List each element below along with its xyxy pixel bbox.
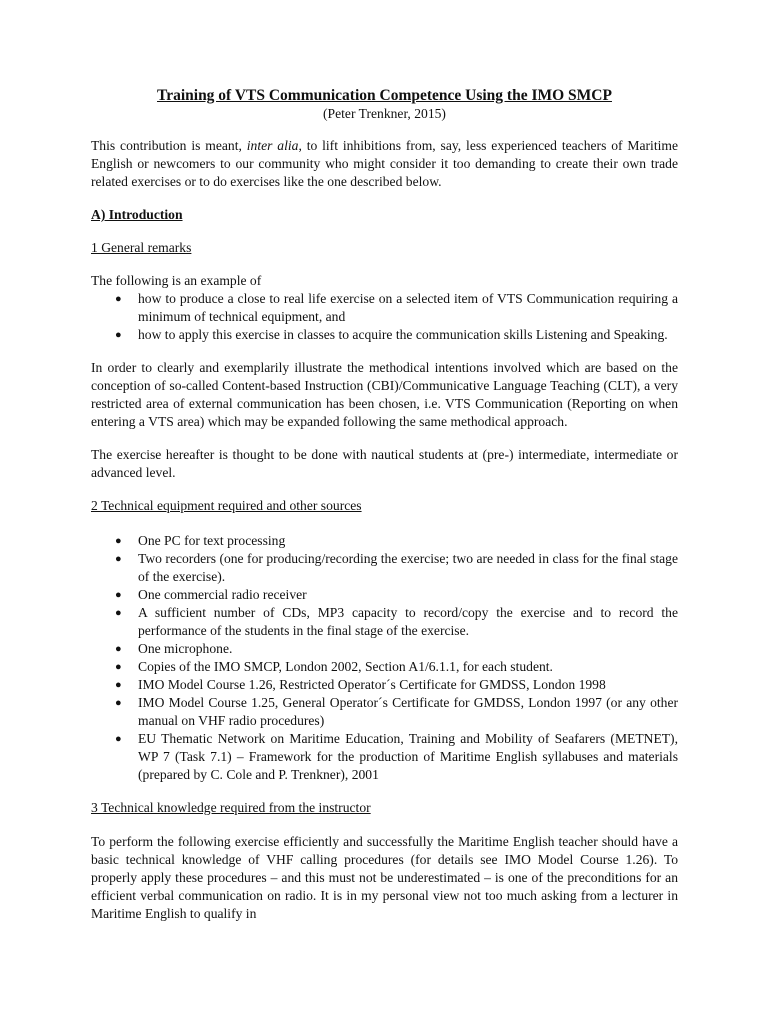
list-item bbox=[91, 640, 678, 658]
list-item bbox=[91, 290, 678, 326]
list-item-text: One PC for text processing bbox=[138, 533, 286, 548]
bullet-icon: ● bbox=[115, 589, 122, 601]
bullet-icon: ● bbox=[115, 535, 122, 547]
list-item bbox=[91, 658, 678, 676]
equipment-list bbox=[91, 532, 678, 784]
list-item bbox=[91, 694, 678, 730]
list-item bbox=[91, 604, 678, 640]
list-item-text: IMO Model Course 1.26, Restricted Operator´s Certificate for GMDSS, London 1998 bbox=[138, 677, 606, 692]
bullet-icon: ● bbox=[115, 293, 122, 305]
instructor-paragraph: To perform the following exercise efficiently and successfully the Maritime English teacher should have a basic technical knowledge of VHF calling procedures (for details see IMO Model Course 1.26). To properly apply these procedures – and this must not be underestimated – is one of the preconditions for an efficient verbal communication on radio. It is in my personal view not too much asking from a lecturer in Maritime English to qualify in bbox=[91, 834, 678, 921]
document-author-line: (Peter Trenkner, 2015) bbox=[323, 106, 446, 121]
bullet-icon: ● bbox=[115, 661, 122, 673]
subsection-heading-instructor-knowledge: 3 Technical knowledge required from the instructor bbox=[91, 800, 371, 815]
subsection-heading-general-remarks: 1 General remarks bbox=[91, 240, 192, 255]
intro-italic-term: inter alia bbox=[246, 138, 299, 153]
exercise-level-paragraph: The exercise hereafter is thought to be done with nautical students at (pre-) intermediate, intermediate or advanced level. bbox=[91, 447, 678, 480]
list-item-text: A sufficient number of CDs, MP3 capacity to record/copy the exercise and to record the performance of the students in the final stage of the exercise. bbox=[138, 605, 678, 638]
bullet-icon: ● bbox=[115, 329, 122, 341]
methodical-paragraph: In order to clearly and exemplarily illustrate the methodical intentions involved which are based on the conception of so-called Content-based Instruction (CBI)/Communicative Language Teaching (CLT), a very restricted area of external communication has been chosen, i.e. VTS Communication (Reporting on when entering a VTS area) which may be expanded following the same methodical approach. bbox=[91, 360, 678, 429]
bullet-icon: ● bbox=[115, 697, 122, 709]
list-item-text: Two recorders (one for producing/recording the exercise; two are needed in class for the final stage of the exercise). bbox=[138, 551, 678, 584]
list-item bbox=[91, 326, 678, 344]
bullet-icon: ● bbox=[115, 679, 122, 691]
list-item bbox=[91, 550, 678, 586]
list-item-text: One microphone. bbox=[138, 641, 233, 656]
general-remarks-list bbox=[91, 290, 678, 344]
list-item bbox=[91, 532, 678, 550]
list-item bbox=[91, 586, 678, 604]
list-item-text: IMO Model Course 1.25, General Operator´s Certificate for GMDSS, London 1997 (or any other manual on VHF radio procedures) bbox=[138, 695, 678, 728]
bullet-icon: ● bbox=[115, 553, 122, 565]
document-title: Training of VTS Communication Competence Using the IMO SMCP bbox=[157, 87, 612, 104]
section-heading-introduction: A) Introduction bbox=[91, 207, 183, 222]
list-item-text: how to produce a close to real life exercise on a selected item of VTS Communication requiring a minimum of technical equipment, and bbox=[138, 291, 678, 324]
intro-paragraph bbox=[91, 137, 678, 191]
list-item bbox=[91, 730, 678, 784]
bullet-icon: ● bbox=[115, 607, 122, 619]
general-remarks-lead: The following is an example of bbox=[91, 273, 262, 288]
intro-text-start: This contribution is meant, bbox=[91, 138, 247, 153]
list-item bbox=[91, 676, 678, 694]
list-item-text: One commercial radio receiver bbox=[138, 587, 307, 602]
bullet-icon: ● bbox=[115, 643, 122, 655]
list-item-text: EU Thematic Network on Maritime Education, Training and Mobility of Seafarers (METNET), WP 7 (Task 7.1) – Framework for the production of Maritime English syllabuses and materials (prepared by C. Cole and P. Trenkner), 2001 bbox=[138, 731, 678, 782]
bullet-icon: ● bbox=[115, 733, 122, 745]
list-item-text: how to apply this exercise in classes to acquire the communication skills Listening and Speaking. bbox=[138, 327, 668, 342]
intro-text-end: , to lift inhibitions from, say, less experienced teachers of Maritime English or newcomers to our community who might consider it too demanding to create their own trade related exercises or to do exercises like the one described below. bbox=[91, 138, 678, 189]
subsection-heading-equipment: 2 Technical equipment required and other sources bbox=[91, 498, 362, 513]
list-item-text: Copies of the IMO SMCP, London 2002, Section A1/6.1.1, for each student. bbox=[138, 659, 553, 674]
